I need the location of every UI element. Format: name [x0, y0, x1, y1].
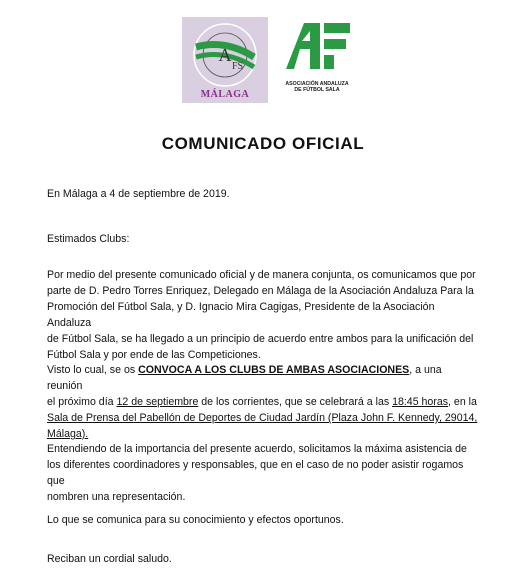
- paragraph-line: nombren una representación.: [47, 491, 186, 503]
- paragraph-attendance: [47, 441, 479, 505]
- text-run: , en la: [448, 396, 477, 408]
- paragraph-agreement: [47, 267, 479, 363]
- paragraph-line: los diferentes coordinadores y responsables, que en el caso de no poder asistir rogamos que: [47, 459, 464, 487]
- closing-salutation: Reciban un cordial saludo.: [47, 553, 172, 565]
- paragraph-line: Entendiendo de la importancia del presente acuerdo, solicitamos la máxima asistencia de: [47, 443, 467, 455]
- date-line: En Málaga a 4 de septiembre de 2019.: [47, 188, 230, 200]
- svg-text:FS: FS: [232, 61, 244, 72]
- meeting-date: 12 de septiembre: [116, 396, 199, 408]
- paragraph-line: [47, 394, 479, 410]
- org-name-line1: ASOCIACIÓN ANDALUZA: [285, 81, 349, 87]
- svg-text:A: A: [218, 45, 232, 65]
- paragraph-convocation: [47, 362, 479, 442]
- text-run: de los corrientes, que se celebrará a las: [198, 396, 393, 408]
- paragraph-line: Promoción del Fútbol Sala, y D. Ignacio Mira Cagigas, Presidente de la Asociación Andaluza: [47, 301, 435, 329]
- af-emblem-icon: [276, 17, 358, 79]
- org-name-line2: DE FÚTBOL SALA: [294, 87, 340, 93]
- paragraph-line: de Fútbol Sala, se ha llegado a un principio de acuerdo entre ambos para la unificación del: [47, 333, 474, 345]
- org-name: [276, 81, 358, 93]
- andalusian-futsal-logo: [276, 17, 358, 103]
- paragraph-notice: Lo que se comunica para su conocimiento y efectos oportunos.: [47, 514, 344, 526]
- paragraph-line: Por medio del presente comunicado oficial y de manera conjunta, os comunicamos que por: [47, 269, 476, 281]
- text-run: , a una reunión: [47, 364, 442, 392]
- text-run: el próximo día: [47, 396, 117, 408]
- paragraph-line: parte de D. Pedro Torres Enriquez, Delegado en Málaga de la Asociación Andaluza Para la: [47, 285, 474, 297]
- meeting-place: Sala de Prensa del Pabellón de Deportes de Ciudad Jardín (Plaza John F. Kennedy, 29014,: [47, 412, 478, 424]
- greeting: Estimados Clubs:: [47, 233, 130, 245]
- document-title: COMUNICADO OFICIAL: [161, 134, 365, 153]
- paragraph-line: [47, 362, 479, 394]
- malaga-association-logo: [182, 17, 268, 103]
- paragraph-line: Fútbol Sala y por ende de las Competiciones.: [47, 349, 261, 361]
- meeting-place-city: Málaga).: [47, 428, 89, 440]
- text-run: Visto lo cual, se os: [47, 364, 139, 376]
- seal-city-label: MÁLAGA: [200, 89, 250, 100]
- convocation-highlight: CONVOCA A LOS CLUBS DE AMBAS ASOCIACIONES: [138, 364, 410, 376]
- meeting-time: 18:45 horas: [392, 396, 449, 408]
